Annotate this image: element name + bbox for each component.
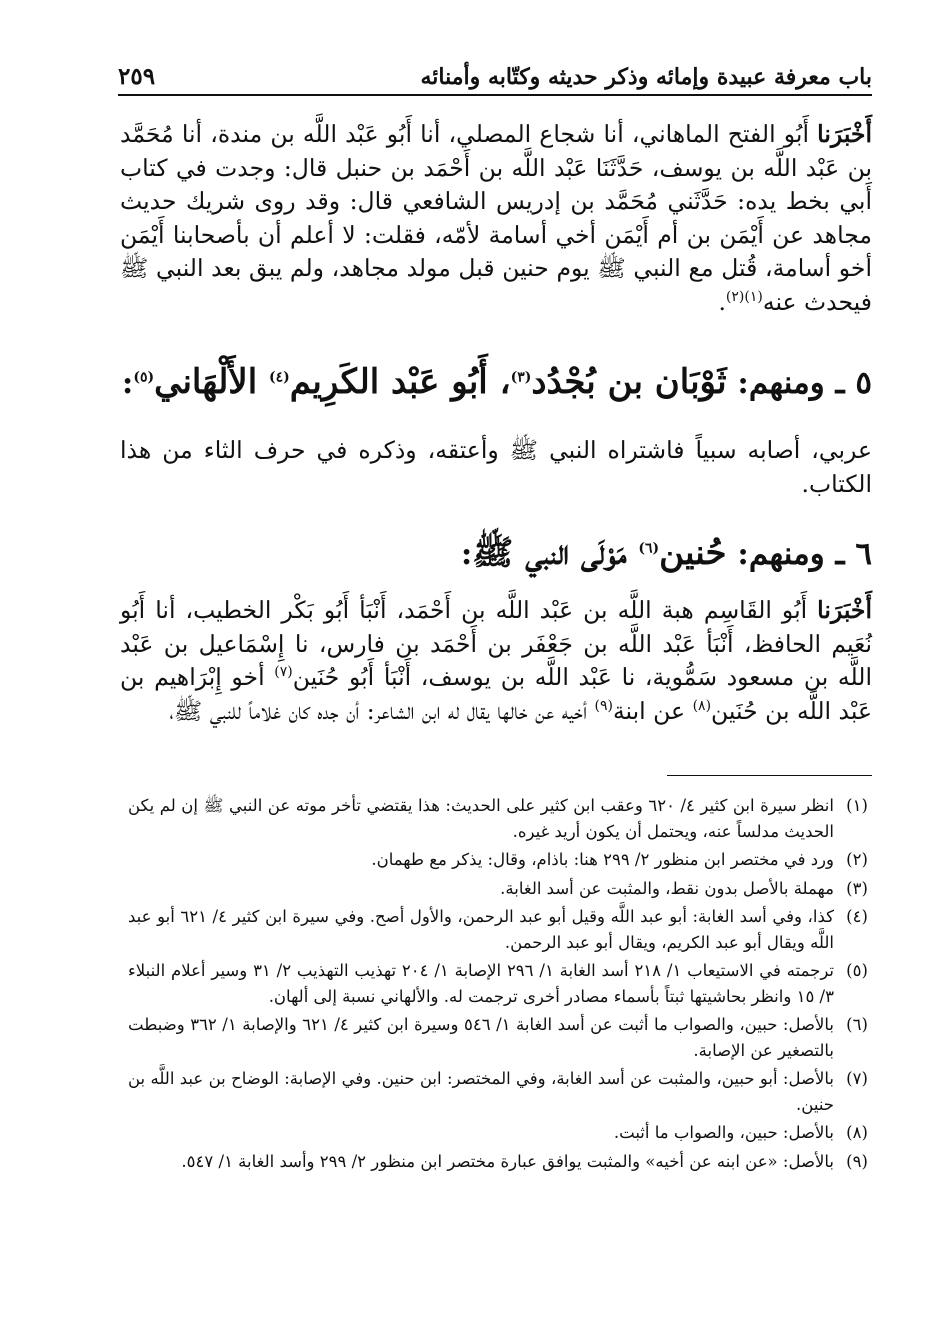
paragraph-1-text-b: . — [718, 287, 726, 316]
footnote-item — [128, 904, 880, 955]
heading-5-name-c: الأَلْهَاني — [154, 362, 269, 402]
paragraph-1-text-a: أَبُو الفتح الماهاني، أنا شجاع المصلي، أنا أَبُو عَبْد اللَّه بن مندة، أنا مُحَمَّد بن عَبْد اللَّه بن يوسف، حَدَّثَنَا عَبْد اللَّه بن أَحْمَد بن حنبل قال: وجدت في كتاب أَبي بخط يده: حَدَّثَني مُحَمَّد بن إدريس الشافعي قال: وقد روى شريك حديث مجاهد عن أَيْمَن بن أم أَيْمَن أخي أسامة لأمّه، فقلت: لا أعلم أن بأصحابنا أَيْمَن أخو أسامة، قُتل مع النبي ﷺ يوم حنين قبل مولد مجاهد، ولم يبق بعد النبي ﷺ فيحدث عنه — [120, 120, 872, 316]
paragraph-3 — [120, 594, 872, 728]
paragraph-3-text-a: أَبُو القَاسِم هبة اللَّه بن عَبْد اللَّه بن أَحْمَد، أَنْبَأ أَبُو بَكْر الخطيب، أنا أَبُو نُعَيم الحافظ، أَنْبَأ عَبْد اللَّه بن جَعْفَر بن أَحْمَد بن فارس، نا إِسْمَاعيل بن عَبْد اللَّه بن مسعود سَمُّوية، نا عَبْد اللَّه بن يوسف، أَنْبَأ أَبُو حُنَين — [120, 596, 872, 691]
footnote-text: بالأصل: حبين، والصواب ما أثبت. — [613, 1123, 834, 1142]
footnote-item — [128, 1066, 880, 1117]
footnote-item — [128, 793, 880, 844]
footnote-ref-1: (١) — [744, 288, 763, 305]
paragraph-3-text-b: أخو إِبْرَاهيم بن عَبْد اللَّه بن حُنَين — [120, 663, 872, 725]
section-heading-6 — [461, 532, 872, 581]
footnote-text: بالأصل: حبين، والصواب ما أثبت عن أسد الغابة ١/ ٥٤٦ وسيرة ابن كثير ٤/ ٦٢١ والإصابة ١/ ٣٦٢ وضبطت بالتصغير عن الإصابة. — [128, 1015, 834, 1060]
footnotes-list — [128, 793, 880, 1177]
footnote-item — [128, 958, 880, 1009]
footnote-ref-6: (٦) — [638, 540, 660, 557]
heading-5-prefix: ٥ ـ ومنهم: — [737, 365, 872, 401]
footnote-text: بالأصل: «عن ابنه عن أخيه» والمثبت يوافق عبارة مختصر ابن منظور ٢/ ٢٩٩ وأسد الغابة ١/ ٥٤٧. — [181, 1151, 834, 1171]
footnote-ref-7: (٧) — [274, 664, 293, 681]
paragraph-3-text-c: عن ابنة — [612, 696, 693, 725]
footnote-item — [128, 847, 880, 873]
footnote-text: كذا، وفي أسد الغابة: أبو عبد اللَّه وقيل أبو عبد الرحمن، والأول أصح. وفي سيرة ابن كثير ٤/ ٦٢١ أبو عبد اللَّه ويقال أبو عبد الكريم، ويقال أبو عبد الرحمن. — [128, 907, 834, 952]
page-header — [118, 52, 872, 96]
footnote-number: (٣) — [846, 878, 868, 898]
paragraph-2-text: عربي، أصابه سبياً فاشتراه النبي ﷺ وأعتقه، وذكره في حرف الثاء من هذا الكتاب. — [120, 436, 872, 498]
footnote-text: ترجمته في الاستيعاب ١/ ٢١٨ أسد الغابة ١/ ٢٩٦ الإصابة ١/ ٢٠٤ تهذيب التهذيب ٢/ ٣١ وسير أعلام النبلاء ٣/ ١٥ وانظر بحاشيتها ثبتاً بأسماء مصادر أخرى ترجمت له. والألهاني نسبة إلى ألهان. — [128, 961, 835, 1006]
footnote-number: (٤) — [846, 907, 868, 926]
paragraph-1 — [120, 118, 872, 319]
footnote-ref-9: (٩) — [594, 697, 613, 714]
paragraph-3-lead: أَخْبَرَنا — [817, 596, 872, 624]
footnote-number: (١) — [846, 796, 868, 815]
footnote-ref-5: (٥) — [133, 369, 155, 386]
footnote-text: انظر سيرة ابن كثير ٤/ ٦٢٠ وعقب ابن كثير على الحديث: هذا يقتضي تأخر موته عن النبي ﷺ إن لم يكن الحديث مدلساً عنه، ويحتمل أن يكون أريد غيره. — [128, 796, 834, 841]
paragraph-2 — [120, 434, 872, 501]
footnote-item — [128, 1012, 880, 1063]
heading-6-suffix: : — [460, 536, 473, 572]
footnote-item — [128, 1120, 880, 1146]
heading-5-name-b: ، أَبُو عَبْد الكَرِيم — [289, 362, 511, 402]
paragraph-3-text-d: أخيه عن خالها يقال له ابن الشاعر: أن جده كان غلاماً للنبي ﷺ، — [169, 696, 595, 725]
heading-5-suffix: : — [121, 365, 134, 401]
footnote-number: (٦) — [846, 1015, 868, 1034]
footnote-ref-8: (٨) — [692, 697, 712, 714]
footnote-text: بالأصل: أبو حبين، والمثبت عن أسد الغابة، وفي المختصر: ابن حنين. وفي الإصابة: الوضاح بن عبد اللَّه بن حنين. — [128, 1069, 834, 1114]
footnote-item — [128, 876, 880, 902]
heading-6-prefix: ٦ ـ ومنهم: — [737, 536, 872, 572]
footnote-number: (٩) — [846, 1151, 868, 1171]
footnote-item — [128, 1149, 880, 1175]
section-heading-5 — [122, 362, 872, 402]
footnote-ref-2: (٢) — [725, 288, 745, 305]
footnote-separator — [667, 775, 872, 776]
footnote-text: ورد في مختصر ابن منظور ٢/ ٢٩٩ هنا: باذام، وقال: يذكر مع طهمان. — [371, 850, 834, 869]
heading-5-name-a: ثَوْبَان بن بُجْدُد — [531, 362, 727, 402]
footnote-number: (٨) — [846, 1123, 868, 1142]
heading-6-name-a: حُنين — [659, 533, 727, 573]
running-title: باب معرفة عبيدة وإمائه وذكر حديثه وكتّابه وأمنائه — [420, 64, 872, 90]
footnote-ref-3: (٣) — [510, 369, 532, 386]
page-number: ٢٥٩ — [118, 63, 156, 90]
footnote-number: (٧) — [846, 1069, 868, 1088]
footnote-number: (٥) — [846, 961, 868, 980]
paragraph-1-lead: أَخْبَرَنا — [817, 120, 872, 148]
heading-6-name-b: مَوْلَى النبي ﷺ — [472, 533, 639, 573]
footnote-number: (٢) — [846, 850, 868, 869]
footnote-text: مهملة بالأصل بدون نقط، والمثبت عن أسد الغابة. — [500, 878, 834, 898]
footnote-ref-4: (٤) — [268, 369, 290, 386]
